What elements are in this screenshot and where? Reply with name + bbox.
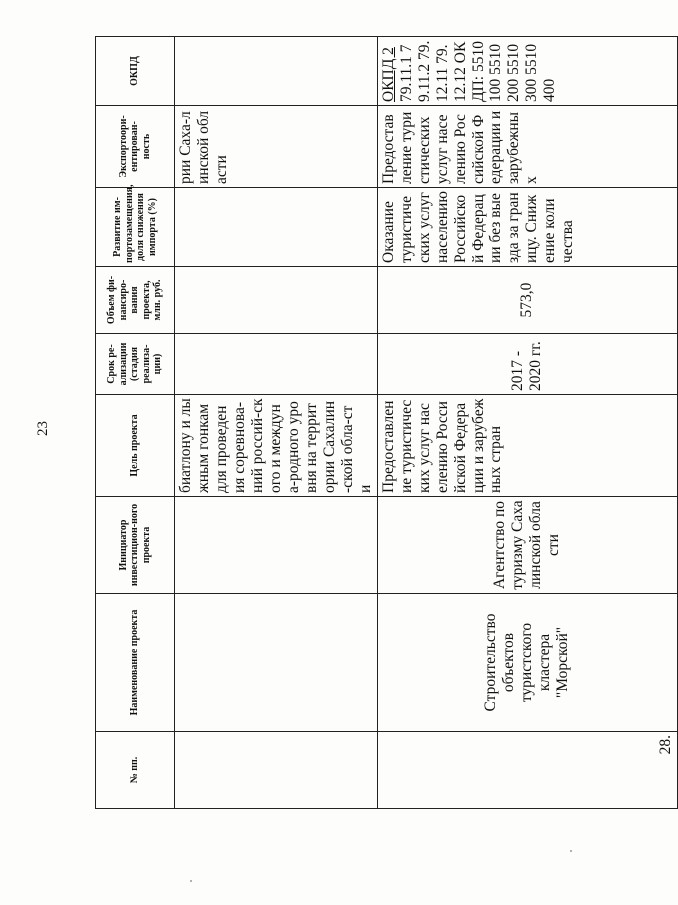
table-header-row bbox=[96, 37, 175, 809]
cell-volume bbox=[175, 267, 378, 334]
cell-term bbox=[175, 334, 378, 395]
cell-name bbox=[175, 594, 378, 732]
header-term: Срок ре-ализации (стадия реализа-ции) bbox=[96, 334, 175, 395]
cell-goal: Предоставление туристических услуг населению Российской Федерации и зарубежных стран bbox=[377, 395, 677, 497]
cell-goal: биатлону и лыжным гонкам для проведения соревнова-ний россий-ского и междуна-родного уровня на территории Сахалин-ской обла-сти bbox=[175, 395, 378, 497]
scan-speck bbox=[570, 850, 572, 852]
header-goal: Цель проекта bbox=[96, 395, 175, 497]
projects-table-wrapper bbox=[95, 37, 674, 809]
header-num: № пп. bbox=[96, 732, 175, 809]
cell-term: 2017 - 2020 гг. bbox=[377, 334, 677, 395]
cell-export: рии Саха-линской области bbox=[175, 106, 378, 188]
table-row bbox=[175, 37, 378, 809]
cell-okpd bbox=[377, 37, 677, 106]
cell-num: 28. bbox=[377, 732, 677, 809]
cell-import: Оказание туристических услуг населению Российской Федерации без выезда за границу. Снижение количества bbox=[377, 188, 677, 267]
table-row bbox=[377, 37, 677, 809]
scan-speck bbox=[190, 880, 192, 882]
page-number: 23 bbox=[35, 421, 51, 436]
cell-initiator: Агентство по туризму Сахалинской области bbox=[377, 497, 677, 594]
cell-export: Предоставление туристических услуг населению Российской Федерации и зарубежных bbox=[377, 106, 677, 188]
header-export: Экспортоори-ентирован-ность bbox=[96, 106, 175, 188]
header-volume: Объем фи-нансиро-вания проекта, млн. руб. bbox=[96, 267, 175, 334]
cell-name: Строительство объектов туристского кластера "Морской" bbox=[377, 594, 677, 732]
header-import: Развитие им-портозамещения, доля снижения импорта (%) bbox=[96, 188, 175, 267]
okpd-title: ОКПД 2 bbox=[379, 47, 397, 102]
projects-table bbox=[95, 36, 678, 809]
header-name: Наименование проекта bbox=[96, 594, 175, 732]
cell-num bbox=[175, 732, 378, 809]
header-initiator: Инициатор инвестицион-ного проекта bbox=[96, 497, 175, 594]
cell-volume: 573,0 bbox=[377, 267, 677, 334]
header-okpd: ОКПД bbox=[96, 37, 175, 106]
rotated-page-area bbox=[95, 37, 674, 809]
cell-okpd bbox=[175, 37, 378, 106]
cell-initiator bbox=[175, 497, 378, 594]
okpd-codes: 79.11.1 79.11.2 79.12.11 79.12.12 ОКДП: 5510100 5510200 5510300 5510400 bbox=[397, 40, 559, 102]
cell-import bbox=[175, 188, 378, 267]
